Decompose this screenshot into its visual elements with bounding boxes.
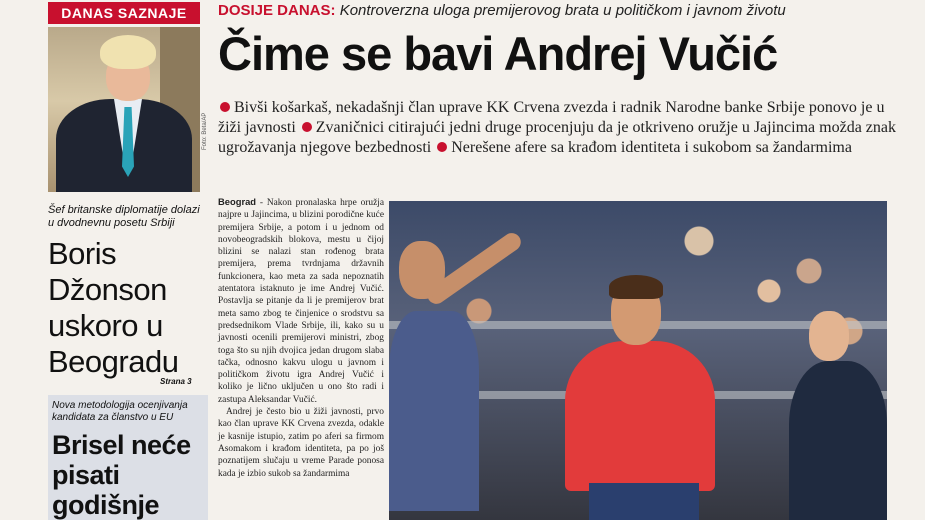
main-headline[interactable]: Čime se bavi Andrej Vučić [218,27,778,80]
article-paragraph-1 [218,196,384,406]
bullet-2: Zvaničnici citirajući jedni druge procenjuju da je otkriveno oružje u Jajincima možda znak ugrožavanja njegove bezbednosti [218,119,896,156]
article-paragraph-2: Andrej je često bio u žiži javnosti, prvo kao član uprave KK Crvena zvezda, odakle je kasnije istupio, zatim po aferi sa firmom Asomakom i krađom identiteta, pa po još poznatijem slučaju u vreme Parade ponosa kada je izbio sukob sa žandarmima [218,407,384,479]
article-text-1: - Nakon pronalaska hrpe oružja najpre u Jajincima, u blizini porodične kuće premijera Srbije, a potom i u jednom od novobeogradskih blokova, mestu u čijoj blizini se nalazi stan rođenog brata premijera, prema tvrdnjama državnih funkcionera, kao meta za sada nepoznatih atentatora istaknuto je ime Andrej Vučić. Postavlja se pitanje da li je premijerov brat meta samo zbog te činjenice o srodstvu sa predsednikom Vlade Srbije, ili, kako su u javnosti ocenili premijerovi ministri, zbog toga što su njih dvojica jedan drugom slaba tačka, odnosno kakvu ulogu u javnom i političkom životu igra Andrej Vučić i koliko je lično uključen u ono što radi i zastupa Aleksandar Vučić. [218,198,384,405]
bullet-dot-icon [302,122,312,132]
photo-credit: Foto: Beta/AP [202,112,208,150]
brisel-headline[interactable]: Brisel neće pisati godišnje [52,430,191,520]
bullet-1: Bivši košarkaš, nekadašnji član uprave KK Crvena zvezda i radnik Narodne banke Srbije ponovo je u žiži javnosti [218,99,885,136]
sidebar [0,0,208,520]
page-reference: Strana 3 [160,377,192,386]
danas-saznaje-badge: DANAS SAZNAJE [48,2,200,24]
bullet-dot-icon [220,102,230,112]
dosije-subtitle: Kontroverzna uloga premijerovog brata u političkom i javnom životu [339,2,786,19]
dosije-label: DOSIJE DANAS: [218,2,336,19]
andrej-vucic-photo [389,201,887,520]
article-column [218,196,384,480]
bullet-dot-icon [437,142,447,152]
article-place: Beograd [218,196,257,207]
brisel-kicker: Nova metodologija ocenjivanja kandidata za članstvo u EU [52,400,188,423]
boris-headline[interactable]: Boris Džonson uskoro u Beogradu [48,236,179,379]
dosije-line [218,2,786,20]
boris-kicker: Šef britanske diplomatije dolazi u dvodnevnu posetu Srbiji [48,204,200,229]
summary-bullets [218,98,898,158]
boris-johnson-photo [48,27,200,192]
bullet-3: Nerešene afere sa krađom identiteta i sukobom sa žandarmima [451,139,852,156]
